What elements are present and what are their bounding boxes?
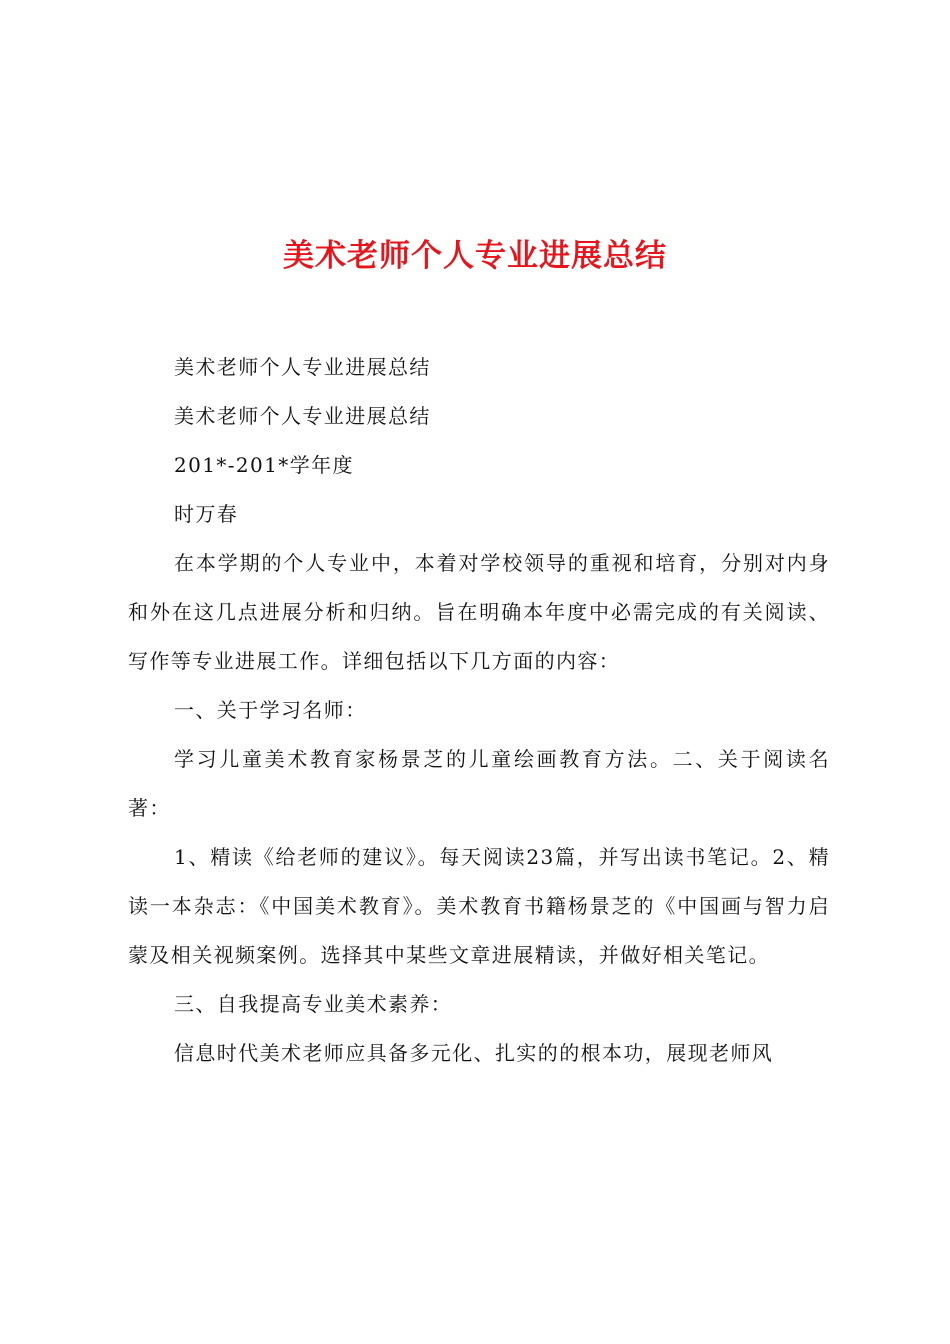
paragraph: 一、关于学习名师：: [174, 698, 367, 722]
paragraph: 美术老师个人专业进展总结: [174, 404, 431, 428]
document-body: [128, 343, 830, 1078]
paragraph: 三、自我提高专业美术素养：: [174, 992, 453, 1016]
paragraph: 信息时代美术老师应具备多元化、扎实的的根本功，展现老师风: [174, 1041, 774, 1065]
paragraph: 1、精读《给老师的建议》。每天阅读23篇，并写出读书笔记。2、精读一本杂志：《中国美术教育》。美术教育书籍杨景芝的《中国画与智力启蒙及相关视频案例。选择其中某些文章进展精读，并做好相关笔记。: [128, 845, 830, 967]
paragraph: 学习儿童美术教育家杨景芝的儿童绘画教育方法。二、关于阅读名著：: [128, 747, 830, 820]
paragraph: 201*-201*学年度: [174, 453, 354, 477]
document-title: 美术老师个人专业进展总结: [283, 237, 667, 274]
paragraph: 时万春: [174, 502, 239, 526]
paragraph: 在本学期的个人专业中，本着对学校领导的重视和培育，分别对内身和外在这几点进展分析和归纳。旨在明确本年度中必需完成的有关阅读、写作等专业进展工作。详细包括以下几方面的内容：: [128, 551, 830, 673]
paragraph: 美术老师个人专业进展总结: [174, 355, 431, 379]
